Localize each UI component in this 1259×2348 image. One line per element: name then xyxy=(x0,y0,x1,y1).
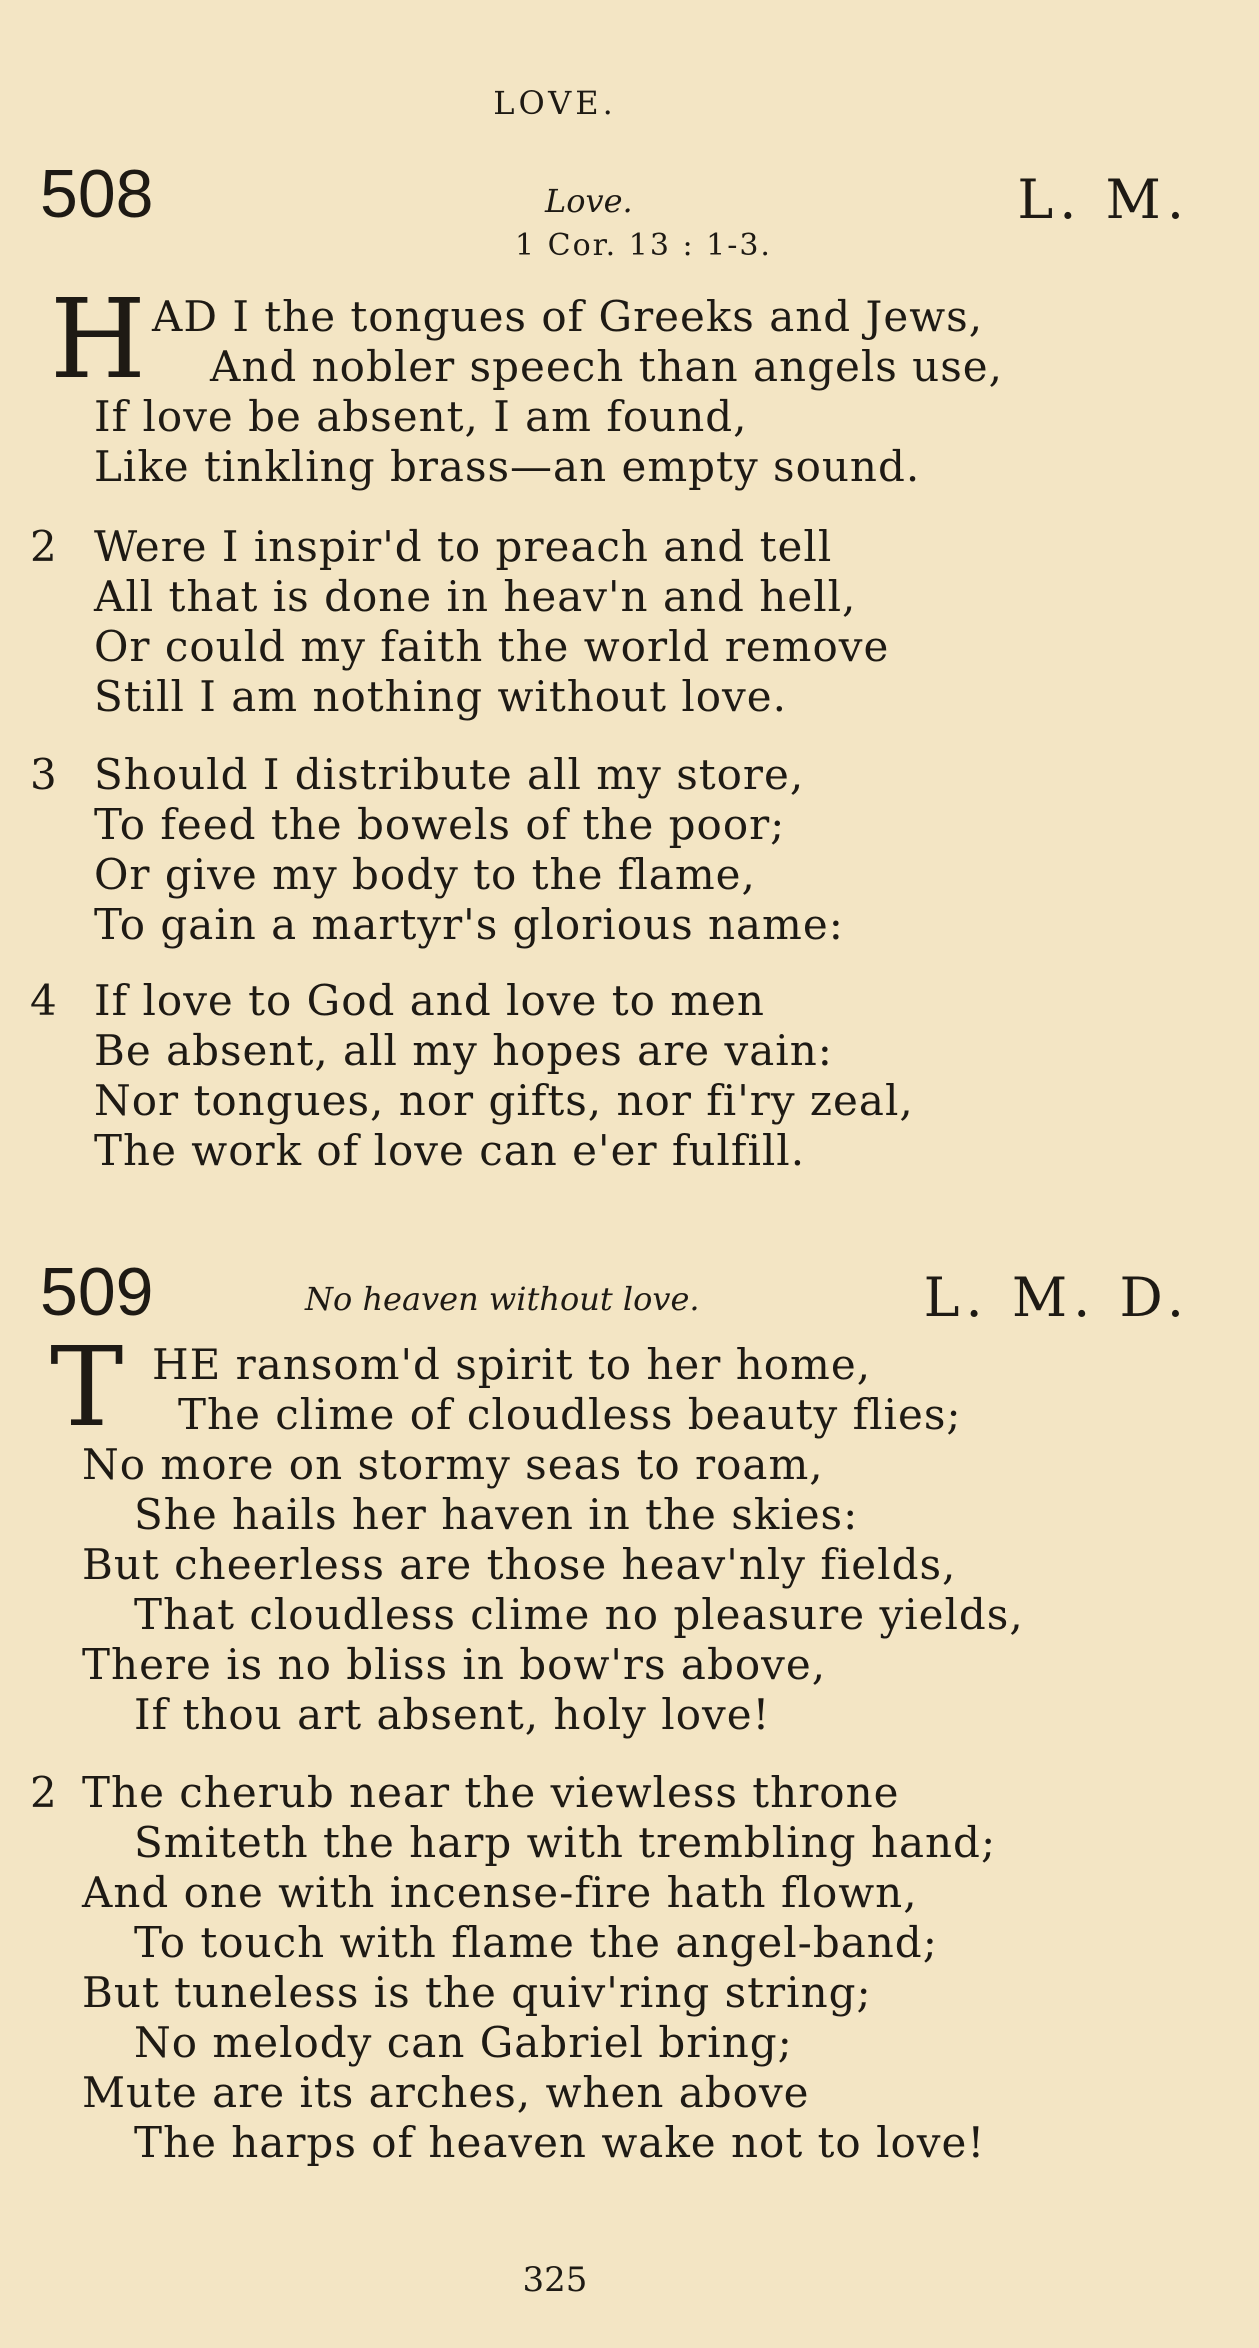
verse-line: To gain a martyr's glorious name: xyxy=(94,900,844,949)
verse-line: The work of love can e'er fulfill. xyxy=(94,1126,806,1175)
verse-line: And one with incense-fire hath flown, xyxy=(82,1868,918,1917)
verse-line: Or give my body to the flame, xyxy=(94,850,756,899)
verse-line: AD I the tongues of Greeks and Jews, xyxy=(152,292,984,341)
verse-line: The harps of heaven wake not to love! xyxy=(134,2118,986,2167)
verse-line: Were I inspir'd to preach and tell xyxy=(94,522,833,571)
verse-line: Should I distribute all my store, xyxy=(94,750,805,799)
verse-line: Smiteth the harp with trembling hand; xyxy=(134,1818,997,1867)
verse-line: Like tinkling brass—an empty sound. xyxy=(94,442,921,491)
verse-line: If love be absent, I am found, xyxy=(94,392,748,441)
verse-line: All that is done in heav'n and hell, xyxy=(94,572,857,621)
hymn-meter: L. M. D. xyxy=(923,1266,1190,1329)
verse-line: The clime of cloudless beauty flies; xyxy=(178,1390,962,1439)
verse-line: Nor tongues, nor gifts, nor fi'ry zeal, xyxy=(94,1076,914,1125)
verse-line: HE ransom'd spirit to her home, xyxy=(152,1340,872,1389)
hymn-title: No heaven without love. xyxy=(305,1280,700,1318)
verse-line: If love to God and love to men xyxy=(94,976,765,1025)
page-number: 325 xyxy=(522,2260,588,2300)
verse-line: Still I am nothing without love. xyxy=(94,672,787,721)
verse-line: Mute are its arches, when above xyxy=(82,2068,810,2117)
verse-line: That cloudless clime no pleasure yields, xyxy=(134,1590,1024,1639)
verse-line: But tuneless is the quiv'ring string; xyxy=(82,1968,872,2017)
verse-line: No more on stormy seas to roam, xyxy=(82,1440,824,1489)
verse-line: If thou art absent, holy love! xyxy=(134,1690,771,1739)
verse-line: Or could my faith the world remove xyxy=(94,622,890,671)
verse-line: There is no bliss in bow'rs above, xyxy=(82,1640,827,1689)
verse-line: Be absent, all my hopes are vain: xyxy=(94,1026,833,1075)
stanza-number: 4 xyxy=(30,976,58,1025)
verse-line: To touch with flame the angel-band; xyxy=(134,1918,938,1967)
verse-line: She hails her haven in the skies: xyxy=(134,1490,859,1539)
stanza-number: 2 xyxy=(30,522,58,571)
hymn-meter: L. M. xyxy=(1017,168,1190,231)
running-head: LOVE. xyxy=(493,84,617,122)
hymn-number: 508 xyxy=(40,156,154,232)
verse-line: The cherub near the viewless throne xyxy=(82,1768,900,1817)
stanza-number: 2 xyxy=(30,1768,58,1817)
hymn-509-header xyxy=(40,1254,1190,1348)
drop-cap: H xyxy=(50,275,147,403)
verse-line: To feed the bowels of the poor; xyxy=(94,800,786,849)
verse-line: But cheerless are those heav'nly fields, xyxy=(82,1540,957,1589)
stanza-number: 3 xyxy=(30,750,58,799)
verse-line: No melody can Gabriel bring; xyxy=(134,2018,793,2067)
hymn-title: Love. xyxy=(545,182,633,220)
hymn-number: 509 xyxy=(40,1254,154,1330)
verse-line: And nobler speech than angels use, xyxy=(210,342,1003,391)
drop-cap: T xyxy=(50,1323,125,1451)
scripture-reference: 1 Cor. 13 : 1-3. xyxy=(515,228,772,263)
